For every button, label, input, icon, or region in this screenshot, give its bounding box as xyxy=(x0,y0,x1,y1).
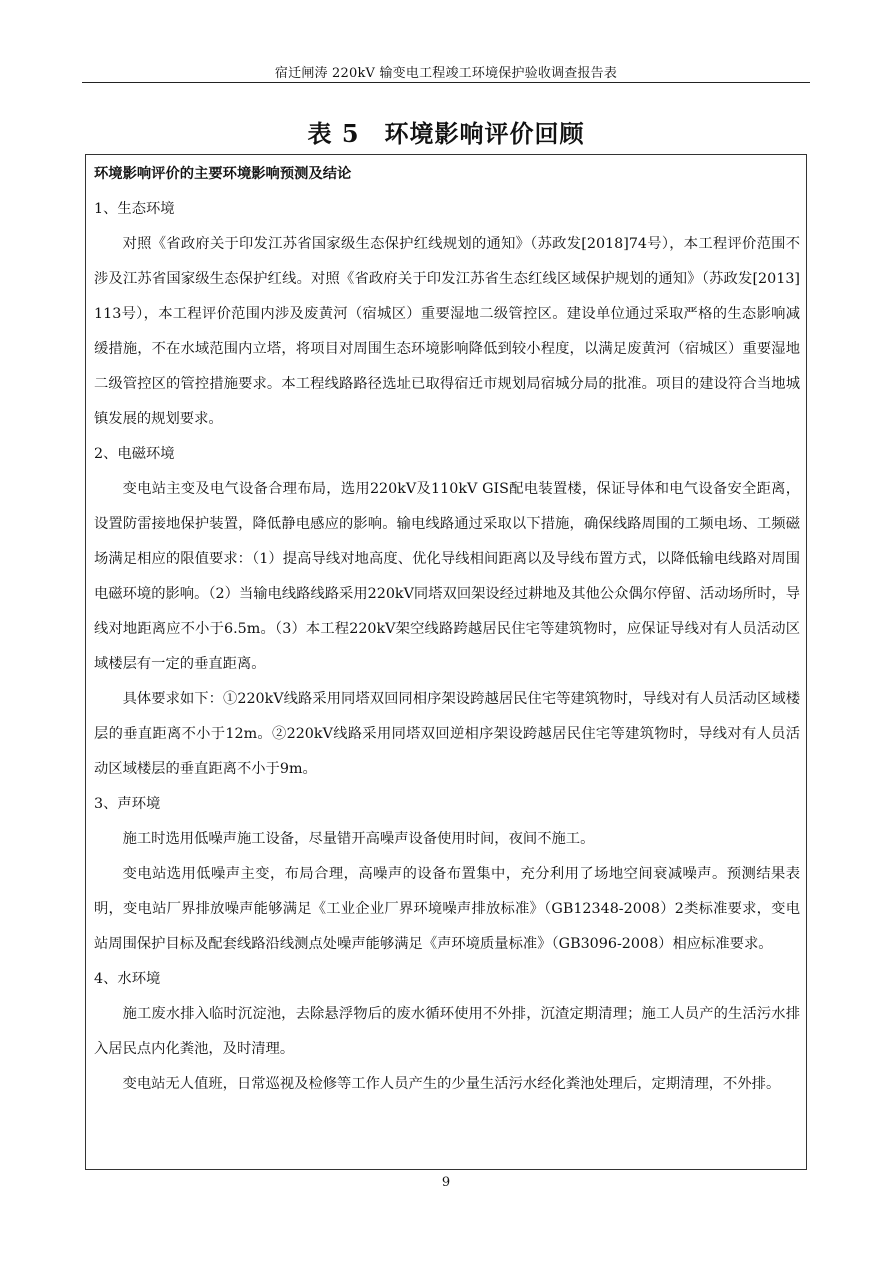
electromagnetic-requirements-paragraph: 具体要求如下：①220kV线路采用同塔双回同相序架设跨越居民住宅等建筑物时，导线对有人员活动区域楼层的垂直距离不小于12m。②220kV线路采用同塔双回逆相序架设跨越居民住宅等建筑物时，导线对有人员活动区域楼层的垂直距离不小于9m。 xyxy=(94,691,800,777)
ecology-paragraph: 对照《省政府关于印发江苏省国家级生态保护红线规划的通知》（苏政发[2018]74号），本工程评价范围不涉及江苏省国家级生态保护红线。对照《省政府关于印发江苏省生态红线区域保护规划的通知》（苏政发[2013]113号），本工程评价范围内涉及废黄河（宿城区）重要湿地二级管控区。建设单位通过采取严格的生态影响减缓措施，不在水域范围内立塔，将项目对周围生态环境影响降低到较小程度，以满足废黄河（宿城区）重要湿地二级管控区的管控措施要求。本工程线路路径选址已取得宿迁市规划局宿城分局的批准。项目的建设符合当地城镇发展的规划要求。 xyxy=(94,236,800,427)
page-header: 宿迁闸涛 220kV 输变电工程竣工环境保护验收调查报告表 xyxy=(274,66,618,81)
subsection-electromagnetic-heading: 2、电磁环境 xyxy=(94,446,175,462)
subsection-ecology-heading: 1、生态环境 xyxy=(94,201,175,217)
header-divider xyxy=(82,82,810,83)
water-substation-paragraph: 变电站无人值班，日常巡视及检修等工作人员产生的少量生活污水经化粪池处理后，定期清理，不外排。 xyxy=(122,1076,781,1092)
table-content xyxy=(94,157,800,1102)
page-number: 9 xyxy=(441,1175,451,1190)
section-heading: 环境影响评价的主要环境影响预测及结论 xyxy=(94,166,352,182)
table-title: 表 5 环境影响评价回顾 xyxy=(307,119,585,148)
noise-construction-paragraph: 施工时选用低噪声施工设备，尽量错开高噪声设备使用时间，夜间不施工。 xyxy=(122,831,595,847)
subsection-water-heading: 4、水环境 xyxy=(94,971,161,987)
electromagnetic-paragraph: 变电站主变及电气设备合理布局，选用220kV及110kV GIS配电装置楼，保证导体和电气设备安全距离，设置防雷接地保护装置，降低静电感应的影响。输电线路通过采取以下措施，确保线路周围的工频电场、工频磁场满足相应的限值要求：（1）提高导线对地高度、优化导线相间距离以及导线布置方式，以降低输电线路对周围电磁环境的影响。（2）当输电线路线路采用220kV同塔双回架设经过耕地及其他公众偶尔停留、活动场所时，导线对地距离应不小于6.5m。（3）本工程220kV架空线路跨越居民住宅等建筑物时，应保证导线对有人员活动区域楼层有一定的垂直距离。 xyxy=(94,481,800,672)
water-construction-paragraph: 施工废水排入临时沉淀池，去除悬浮物后的废水循环使用不外排，沉渣定期清理；施工人员产的生活污水排入居民点内化粪池，及时清理。 xyxy=(94,1006,800,1057)
noise-substation-paragraph: 变电站选用低噪声主变，布局合理，高噪声的设备布置集中，充分利用了场地空间衰减噪声。预测结果表明，变电站厂界排放噪声能够满足《工业企业厂界环境噪声排放标准》（GB12348-2008）2类标准要求，变电站周围保护目标及配套线路沿线测点处噪声能够满足《声环境质量标准》（GB3096-2008）相应标准要求。 xyxy=(94,866,800,952)
subsection-noise-heading: 3、声环境 xyxy=(94,796,161,812)
